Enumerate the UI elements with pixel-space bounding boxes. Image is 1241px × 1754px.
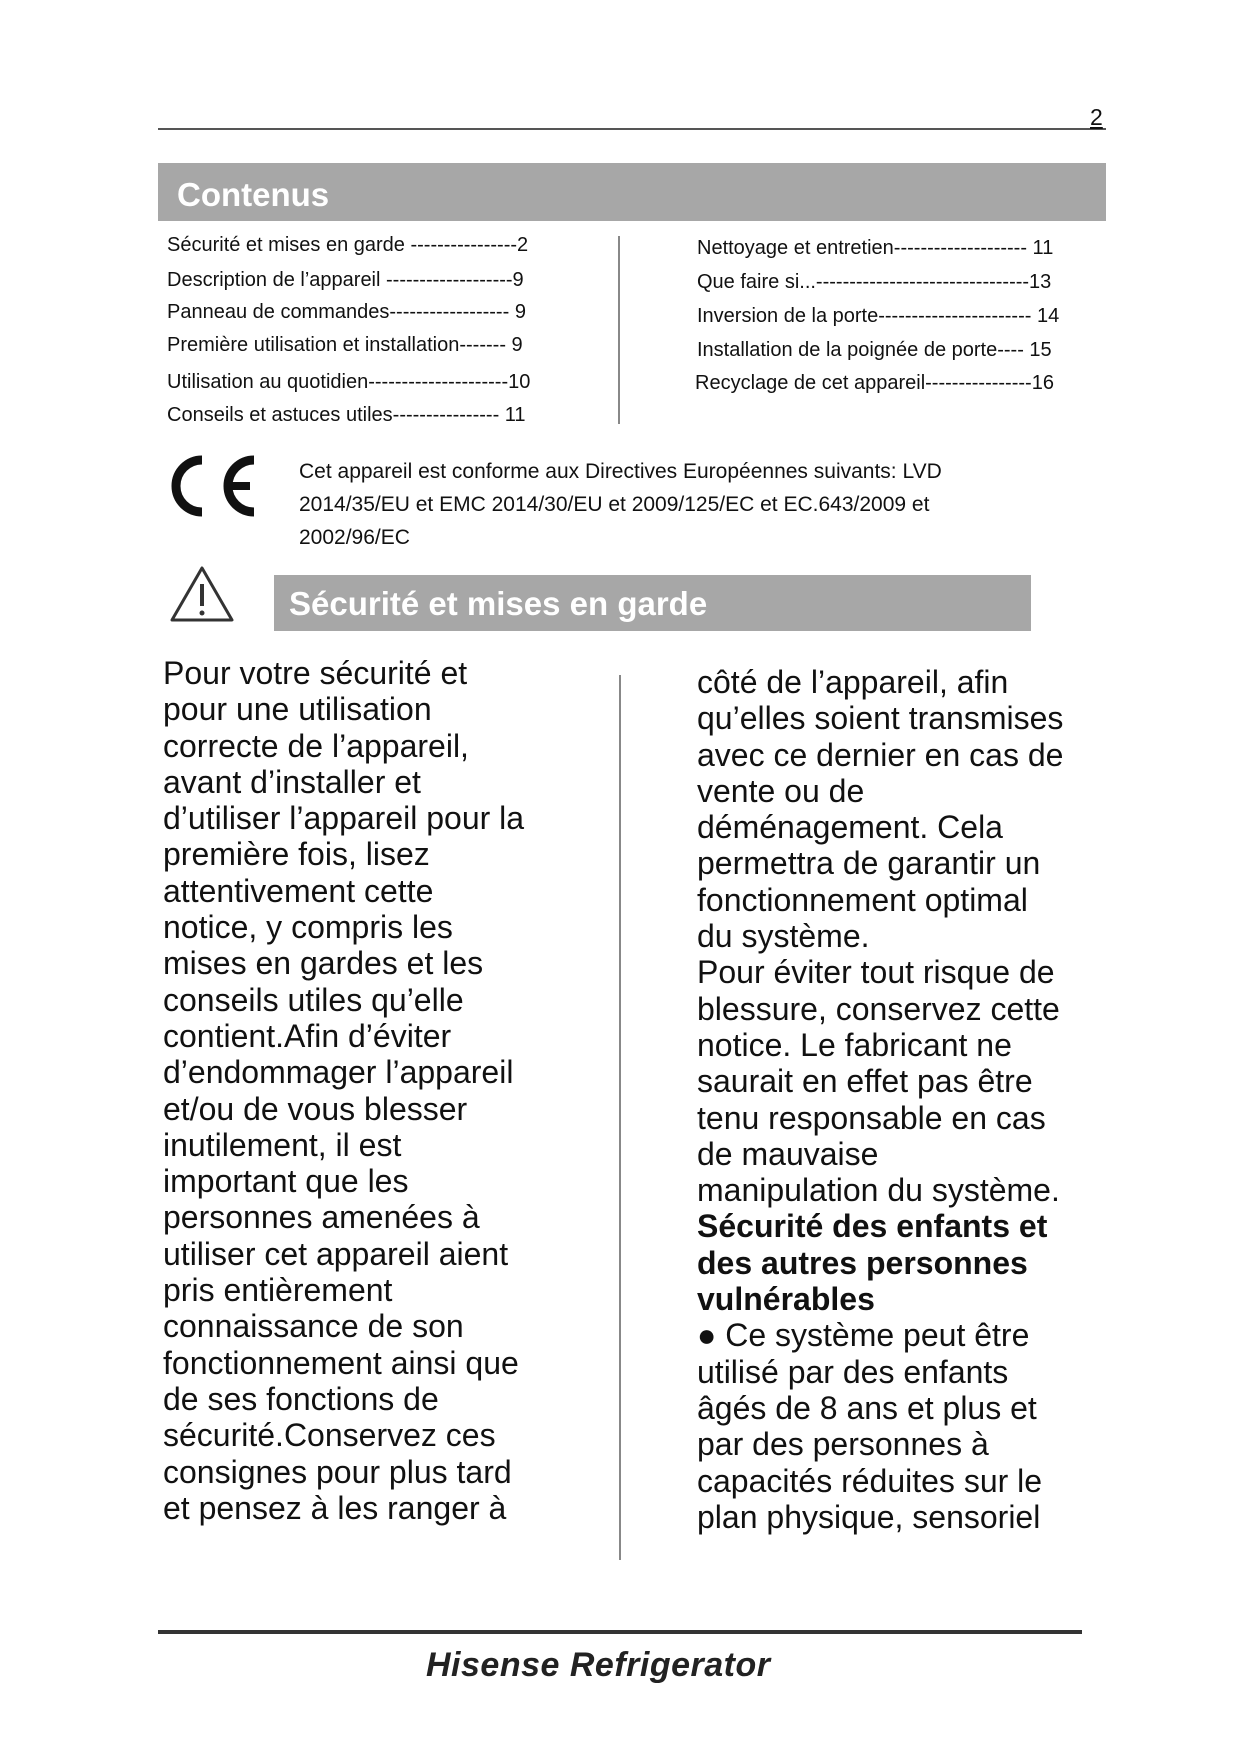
safety-right-column [697,664,1107,1535]
contents-title: Contenus [177,176,330,213]
body-line: fonctionnement ainsi que [163,1344,519,1381]
warning-triangle-icon [168,564,236,624]
toc-item[interactable]: Première utilisation et installation------- 9 [167,334,523,356]
toc-column-divider [618,236,620,424]
compliance-line: 2002/96/EC [299,526,410,549]
body-line: contient.Afin d’éviter [163,1017,452,1054]
body-line: notice, y compris les [163,909,453,946]
page-number: 2 [1090,104,1103,130]
body-line: utiliser cet appareil aient [163,1235,509,1272]
contents-heading-bar [158,163,1106,221]
body-line: attentivement cette [163,872,434,909]
body-line: conseils utiles qu’elle [163,981,464,1018]
toc-item[interactable]: Conseils et astuces utiles---------------- 11 [167,404,526,426]
toc-item[interactable]: Sécurité et mises en garde ----------------2 [167,234,529,256]
body-line: capacités réduites sur le [697,1462,1043,1499]
subheading-line: Sécurité des enfants et [697,1208,1048,1245]
toc-item[interactable]: Nettoyage et entretien-------------------- 11 [697,237,1054,259]
body-line: déménagement. Cela [697,809,1003,846]
subheading-line: des autres personnes [697,1244,1028,1281]
body-line: notice. Le fabricant ne [697,1026,1012,1063]
body-line: correcte de l’appareil, [163,727,469,764]
toc-item[interactable]: Recyclage de cet appareil----------------16 [695,372,1054,394]
brand-logo: Hisense Refrigerator [426,1646,771,1684]
body-line: Pour éviter tout risque de [697,954,1055,991]
body-line: d’utiliser l’appareil pour la [163,800,525,837]
body-column-divider [619,675,621,1560]
ce-mark-icon [164,452,260,520]
body-line: vente ou de [697,772,865,809]
body-line: Pour votre sécurité et [163,655,468,691]
body-line: connaissance de son [163,1308,464,1345]
safety-left-column [163,655,583,1526]
body-line: avec ce dernier en cas de [697,736,1064,773]
toc-item[interactable]: Installation de la poignée de porte---- 15 [697,339,1052,361]
safety-heading-bar [274,575,1031,631]
body-line: première fois, lisez [163,836,430,873]
header-rule [158,128,1106,130]
body-line: qu’elles soient transmises [697,700,1064,737]
toc-item[interactable]: Que faire si...--------------------------------13 [697,271,1052,293]
body-line: fonctionnement optimal [697,881,1028,918]
bullet-line: ● Ce système peut être [697,1317,1030,1354]
toc-item[interactable]: Utilisation au quotidien---------------------10 [167,371,531,393]
body-line: tenu responsable en cas [697,1099,1046,1136]
body-line: sécurité.Conservez ces [163,1417,496,1454]
body-line: saurait en effet pas être [697,1063,1033,1100]
body-line: d’endommager l’appareil [163,1054,514,1091]
toc-item[interactable]: Description de l’appareil -------------------9 [167,269,524,291]
body-line: blessure, conservez cette [697,990,1060,1027]
body-line: par des personnes à [697,1426,989,1463]
body-line: pour une utilisation [163,691,432,728]
footer-rule [158,1630,1082,1634]
body-line: avant d’installer et [163,763,421,800]
body-line: âgés de 8 ans et plus et [697,1389,1037,1426]
body-line: permettra de garantir un [697,845,1041,882]
compliance-statement [299,455,1019,554]
safety-title: Sécurité et mises en garde [289,585,708,622]
compliance-line: 2014/35/EU et EMC 2014/30/EU et 2009/125/EC et EC.643/2009 et [299,493,930,516]
subheading-line: vulnérables [697,1281,875,1318]
body-line: mises en gardes et les [163,945,484,982]
compliance-line: Cet appareil est conforme aux Directives Européennes suivants: LVD [299,460,942,483]
body-line: du système. [697,918,870,955]
toc-item[interactable]: Panneau de commandes------------------ 9 [167,301,526,323]
body-line: consignes pour plus tard [163,1453,512,1490]
body-line: personnes amenées à [163,1199,480,1236]
body-line: inutilement, il est [163,1126,402,1163]
body-line: utilisé par des enfants [697,1353,1009,1390]
toc-item[interactable]: Inversion de la porte----------------------- 14 [697,305,1060,327]
body-line: et pensez à les ranger à [163,1489,507,1526]
body-line: pris entièrement [163,1272,393,1309]
body-line: manipulation du système. [697,1172,1060,1209]
body-line: important que les [163,1163,409,1200]
body-line: de mauvaise [697,1135,879,1172]
body-line: de ses fonctions de [163,1380,439,1417]
body-line: côté de l’appareil, afin [697,664,1009,700]
body-line: et/ou de vous blesser [163,1090,468,1127]
body-line: plan physique, sensoriel [697,1498,1041,1535]
